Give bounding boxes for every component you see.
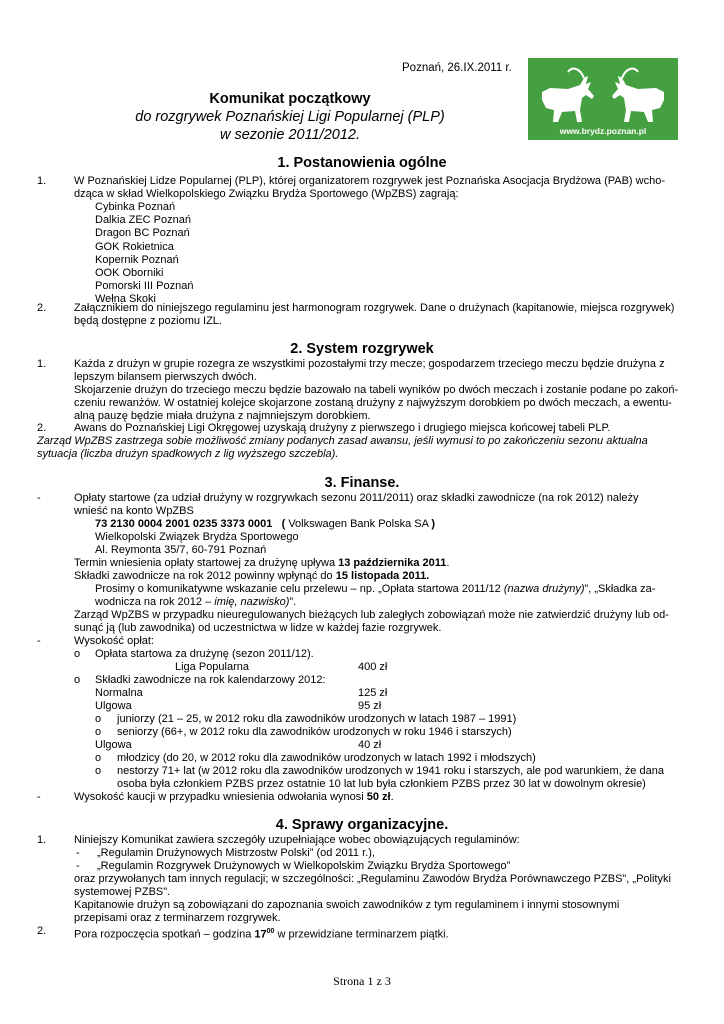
section-3-heading: 3. Finanse. <box>324 475 400 491</box>
youth-item: młodzicy (do 20, w 2012 roku dla zawodników urodzonych w latach 1992 i młodszych) <box>117 752 536 764</box>
warning-line2: sunąć ją (lub zawodnika) od uczestnictwa w lidze w każdej fazie rozgrywek. <box>74 622 442 634</box>
bank-paren-open: ( <box>281 518 286 530</box>
s4-dash-1: - <box>76 847 80 859</box>
team-list <box>95 201 193 307</box>
s2-num-2: 2. <box>37 422 47 434</box>
seniors-item: seniorzy (66+, w 2012 roku dla zawodników urodzonych w roku 1946 i starszych) <box>117 726 512 738</box>
s1-num-1: 1. <box>37 175 47 187</box>
page-title: Komunikat początkowy <box>209 91 371 107</box>
team-item: GOK Rokietnica <box>95 240 174 253</box>
bank-paren-close: ) <box>431 518 436 530</box>
s4-num-2: 2. <box>37 925 47 937</box>
deadline1-period: . <box>446 557 450 569</box>
start-hour: 17 <box>254 928 267 941</box>
s2-line3: Skojarzenie drużyn do trzeciego meczu będzie bazowało na tabeli wyników po dwóch meczach i zostanie podane po zakoń- <box>74 384 679 396</box>
s2-line6: Awans do Poznańskiej Ligi Okręgowej uzyskają drużyny z pierwszego i drugiego miejsca końcowej tabeli PLP. <box>74 422 611 434</box>
team-item: Kopernik Poznań <box>95 253 179 266</box>
address-line2: Al. Reymonta 35/7, 60-791 Poznań <box>95 544 267 556</box>
bullet-icon: o <box>74 674 81 686</box>
normal-value: 125 zł <box>358 687 388 699</box>
s4-line2: oraz przywołanych tam innych regulacji; w szczególności: „Regulaminu Zawodów Brydża Porównawczego PZBS", „Polityki <box>74 873 671 885</box>
s3-line2: wnieść na konto WpZBS <box>74 505 194 517</box>
s1-p1-line2: dząca w skład Wielkopolskiego Związku Brydża Sportowego (WpZBS) zagrają: <box>74 188 459 200</box>
fee1-value: 400 zł <box>358 661 388 673</box>
s1-num-2: 2. <box>37 302 47 314</box>
normal-label: Normalna <box>95 687 143 699</box>
s1-p1-line1: W Poznańskiej Lidze Popularnej (PLP), której organizatorem rozgrywek jest Poznańska Asocjacja Brydżowa (PAB) wcho- <box>74 175 665 187</box>
juniors-item: juniorzy (21 – 25, w 2012 roku dla zawodników urodzonych w latach 1987 – 1991) <box>117 713 517 725</box>
bullet-icon: o <box>95 765 102 777</box>
regulation-2: „Regulamin Rozgrywek Drużynowych w Wielkopolskim Związku Brydża Sportowego” <box>97 860 511 872</box>
deadline1-date: 13 października 2011 <box>338 557 447 569</box>
transfer-note-line1 <box>95 583 655 596</box>
start-time-text: Pora rozpoczęcia spotkań – godzina <box>74 928 252 941</box>
fee1-label: Opłata startowa za drużynę (sezon 2011/12). <box>95 648 314 660</box>
s4-line5: przepisami oraz z terminarzem rozgrywek. <box>74 912 281 924</box>
s1-p2-line1: Załącznikiem do niniejszego regulaminu jest harmonogram rozgrywek. Dane o drużynach (kapitanowie, miejsca rozgrywek) <box>74 302 675 314</box>
reduced-label: Ulgowa <box>95 700 132 712</box>
team-item: Dragon BC Poznań <box>95 227 190 240</box>
veterans-item-line2: osoba była członkiem PZBS przez ostatnie 10 lat lub była członkiem PZBS przez 30 lat w dowolnym okresie) <box>117 778 646 790</box>
fee1-sub-label: Liga Popularna <box>175 661 250 673</box>
logo-caption: www.brydz.poznan.pl <box>559 126 647 136</box>
deposit-period: . <box>390 791 394 803</box>
start-minutes: 00 <box>266 928 275 935</box>
s2-line4: czeniu rewanżów. W ostatniej kolejce skojarzone zostaną drużyny z najwyższym dorobkiem po dwóch meczach, a ewentu- <box>74 397 672 409</box>
fees-label: Wysokość opłat: <box>74 635 154 647</box>
transfer-name-hint: imię, nazwisko) <box>214 596 290 608</box>
bank-name: Volkswagen Bank Polska SA <box>288 518 429 530</box>
veterans-item-line1: nestorzy 71+ lat (w 2012 roku dla zawodników urodzonych w 1941 roku i starszych, ale pod warunkiem, że dana <box>117 765 664 777</box>
reduced2-value: 40 zł <box>358 739 382 751</box>
transfer-note-line2 <box>95 596 296 609</box>
start-time-line <box>74 925 449 942</box>
team-item: Wełna Skoki <box>95 293 156 306</box>
s2-num-1: 1. <box>37 358 47 370</box>
title-block <box>120 90 460 144</box>
transfer-line2-end: ”. <box>289 596 297 608</box>
page-number: Strona 1 z 3 <box>333 974 391 988</box>
section-4-heading: 4. Sprawy organizacyjne. <box>275 817 449 833</box>
s2-line2: lepszym bilansem pierwszych dwóch. <box>74 371 257 383</box>
warning-line1: Zarząd WpZBS w przypadku nieuregulowanych bieżących lub zaległych zobowiązań może nie zatwierdzić drużyny lub od- <box>74 609 669 621</box>
document-date: Poznań, 26.IX.2011 r. <box>402 62 512 74</box>
reduced-value: 95 zł <box>358 700 382 712</box>
goats-logo-icon <box>528 58 678 140</box>
reduced2-label: Ulgowa <box>95 739 132 751</box>
s3-dash-3: - <box>37 791 41 803</box>
s4-line4: Kapitanowie drużyn są zobowiązani do zapoznania swoich zawodników z tym regulaminem i innymi stosownymi <box>74 899 620 911</box>
s4-dash-2: - <box>76 860 80 872</box>
bullet-icon: o <box>95 713 102 725</box>
s2-line5: alną pauzę będzie miała drużyna z najmniejszym dorobkiem. <box>74 410 371 422</box>
start-time-end: w przewidziane terminarzem piątki. <box>277 928 449 941</box>
section-2-heading: 2. System rozgrywek <box>290 341 434 357</box>
section-1-heading: 1. Postanowienia ogólne <box>277 155 447 171</box>
deadline2-text: Składki zawodnicze na rok 2012 powinny wpłynąć do <box>74 570 333 582</box>
deposit-line <box>74 791 394 804</box>
deadline2-date: 15 listopada 2011. <box>335 570 430 582</box>
bank-account-line <box>95 518 435 531</box>
s3-line1: Opłaty startowe (za udział drużyny w rozgrywkach sezonu 2011/2011) oraz składki zawodnicze (na rok 2012) należy <box>74 492 639 504</box>
address-line1: Wielkopolski Związek Brydża Sportowego <box>95 531 299 543</box>
s4-line1: Niniejszy Komunikat zawiera szczegóły uzupełniające wobec obowiązujących regulaminów: <box>74 834 520 846</box>
bullet-icon: o <box>74 648 81 660</box>
s2-line1: Każda z drużyn w grupie rozegra ze wszystkimi pozostałymi trzy mecze; gospodarzem trzeciego meczu będzie drużyna z <box>74 358 665 370</box>
s2-note-line2: sytuacja (liczba drużyn spadkowych z lig wyższego szczebla). <box>37 448 339 460</box>
deadline-team-fee <box>74 557 449 570</box>
deposit-value: 50 zł <box>366 791 391 803</box>
transfer-team-hint: (nazwa drużyny) <box>503 583 585 595</box>
deadline1-text: Termin wniesienia opłaty startowej za drużynę upływa <box>74 557 336 569</box>
s4-num-1: 1. <box>37 834 47 846</box>
team-item: OOK Oborniki <box>95 267 164 280</box>
s4-line3: systemowej PZBS". <box>74 886 171 898</box>
team-item: Dalkia ZEC Poznań <box>95 214 191 227</box>
transfer-text: Prosimy o komunikatywne wskazanie celu przelewu – np. „Opłata startowa 2011/12 <box>95 583 501 595</box>
fee2-label: Składki zawodnicze na rok kalendarzowy 2012: <box>95 674 326 686</box>
s3-dash-2: - <box>37 635 41 647</box>
bullet-icon: o <box>95 752 102 764</box>
account-number: 73 2130 0004 2001 0235 3373 0001 <box>95 518 273 530</box>
subtitle-line2: w sezonie 2011/2012. <box>219 127 360 143</box>
team-item: Pomorski III Poznań <box>95 280 194 293</box>
subtitle-line1: do rozgrywek Poznańskiej Ligi Popularnej (PLP) <box>135 109 445 125</box>
logo <box>528 58 678 140</box>
deadline-player-fee <box>74 570 429 583</box>
transfer-mid: ”, „Składka za- <box>584 583 656 595</box>
s1-p2-line2: będą dostępne z poziomu IZL. <box>74 315 222 327</box>
regulation-1: „Regulamin Drużynowych Mistrzostw Polski” (od 2011 r.), <box>97 847 375 859</box>
bullet-icon: o <box>95 726 102 738</box>
team-item: Cybinka Poznań <box>95 201 176 213</box>
s2-note-line1: Zarząd WpZBS zastrzega sobie możliwość zmiany podanych zasad awansu, jeśli wymusi to po zakończeniu sezonu aktualna <box>37 435 648 447</box>
transfer-line2-text: wodnicza na rok 2012 – <box>95 596 212 608</box>
s3-dash-1: - <box>37 492 41 504</box>
deposit-text: Wysokość kaucji w przypadku wniesienia odwołania wynosi <box>74 791 364 803</box>
